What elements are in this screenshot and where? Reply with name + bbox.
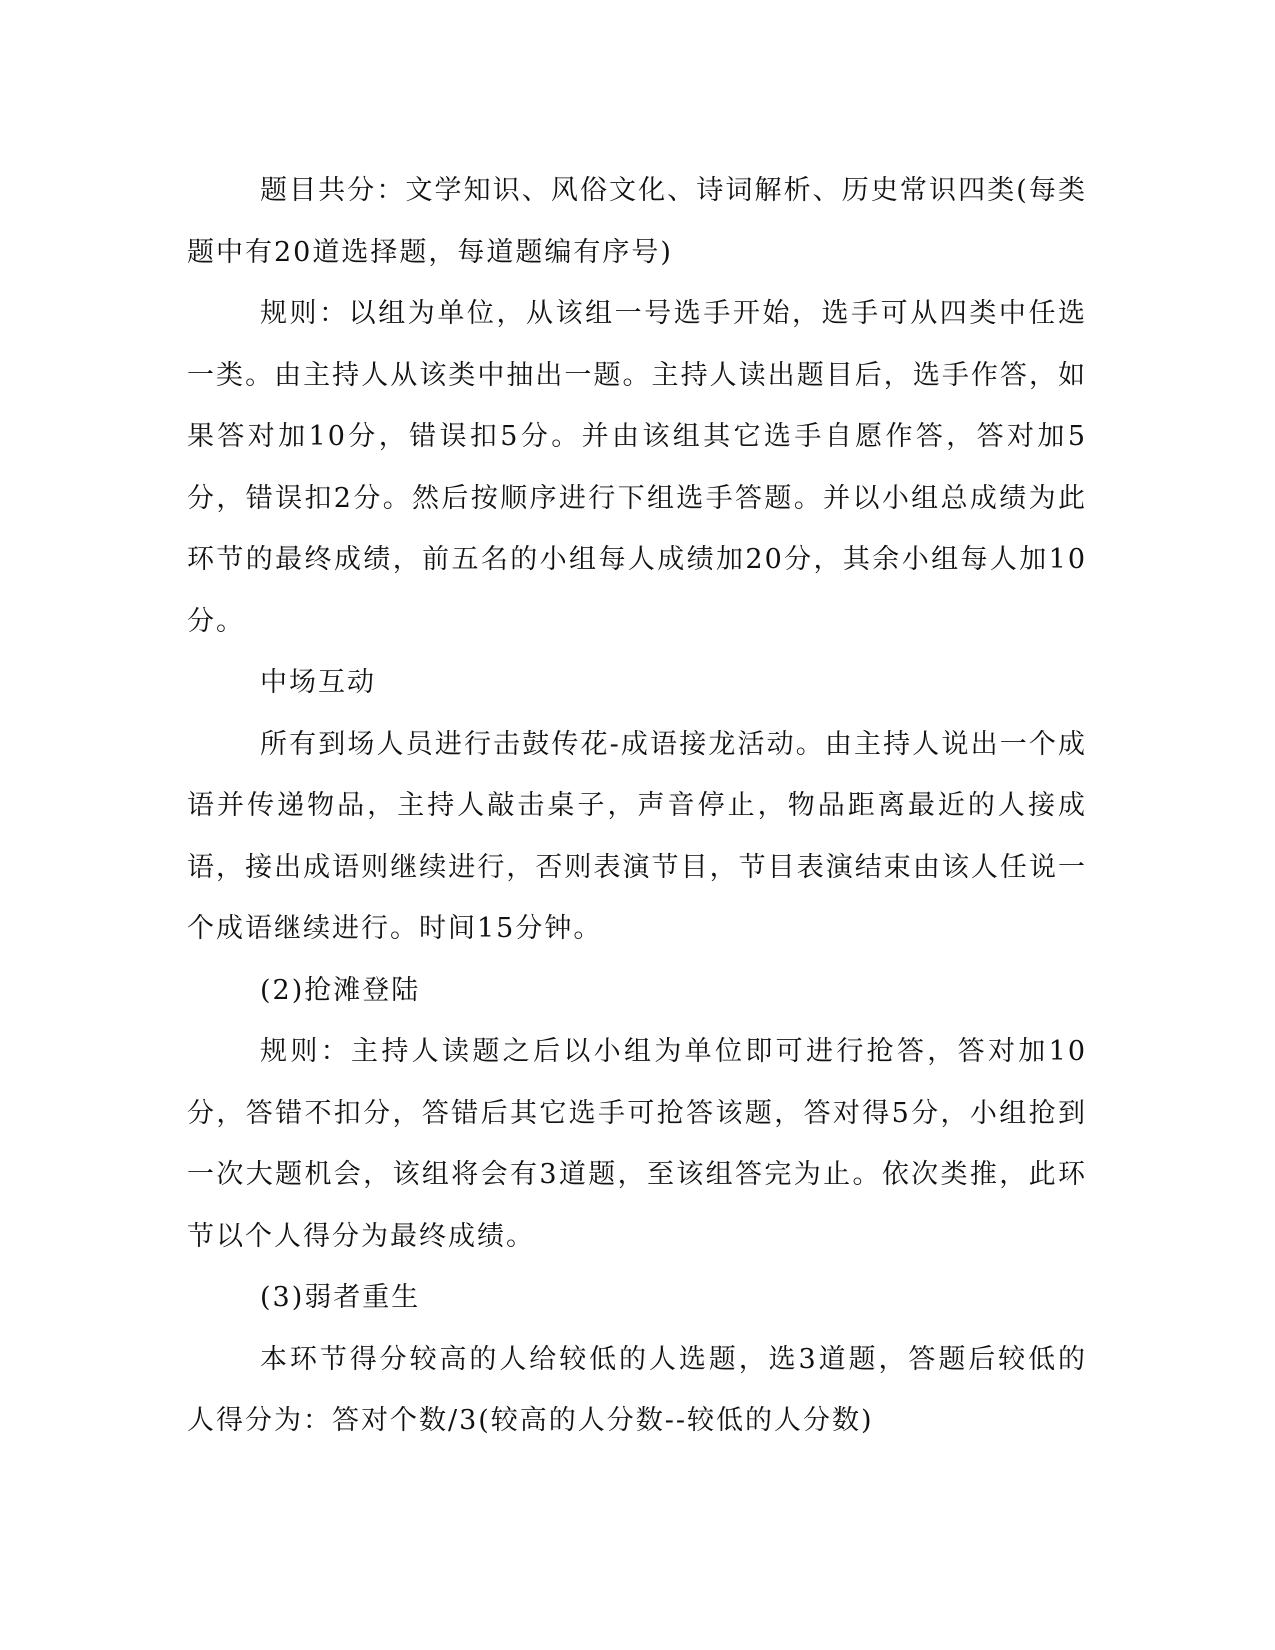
paragraph-question-categories: 题目共分：文学知识、风俗文化、诗词解析、历史常识四类(每类题中有20道选择题，每道题编有序号)	[187, 175, 1087, 268]
document-body	[187, 160, 1087, 1452]
paragraph-round1-rules: 规则：以组为单位，从该组一号选手开始，选手可从四类中任选一类。由主持人从该类中抽出一题。主持人读出题目后，选手作答，如果答对加10分，错误扣5分。并由该组其它选手自愿作答，答对加5分，错误扣2分。然后按顺序进行下组选手答题。并以小组总成绩为此环节的最终成绩，前五名的小组每人成绩加20分，其余小组每人加10分。	[187, 298, 1087, 637]
heading-round3: (3)弱者重生	[260, 1282, 421, 1313]
paragraph-intermission-activity: 所有到场人员进行击鼓传花-成语接龙活动。由主持人说出一个成语并传递物品，主持人敲击桌子，声音停止，物品距离最近的人接成语，接出成语则继续进行，否则表演节目，节目表演结束由该人任说一个成语继续进行。时间15分钟。	[187, 728, 1087, 944]
heading-intermission: 中场互动	[260, 667, 376, 698]
heading-round2: (2)抢滩登陆	[260, 974, 421, 1006]
paragraph-round3-rules: 本环节得分较高的人给较低的人选题，选3道题，答题后较低的人得分为：答对个数/3(较高的人分数--较低的人分数)	[187, 1343, 1087, 1436]
paragraph-round2-rules: 规则：主持人读题之后以小组为单位即可进行抢答，答对加10分，答错不扣分，答错后其它选手可抢答该题，答对得5分，小组抢到一次大题机会，该组将会有3道题，至该组答完为止。依次类推，此环节以个人得分为最终成绩。	[187, 1036, 1087, 1252]
